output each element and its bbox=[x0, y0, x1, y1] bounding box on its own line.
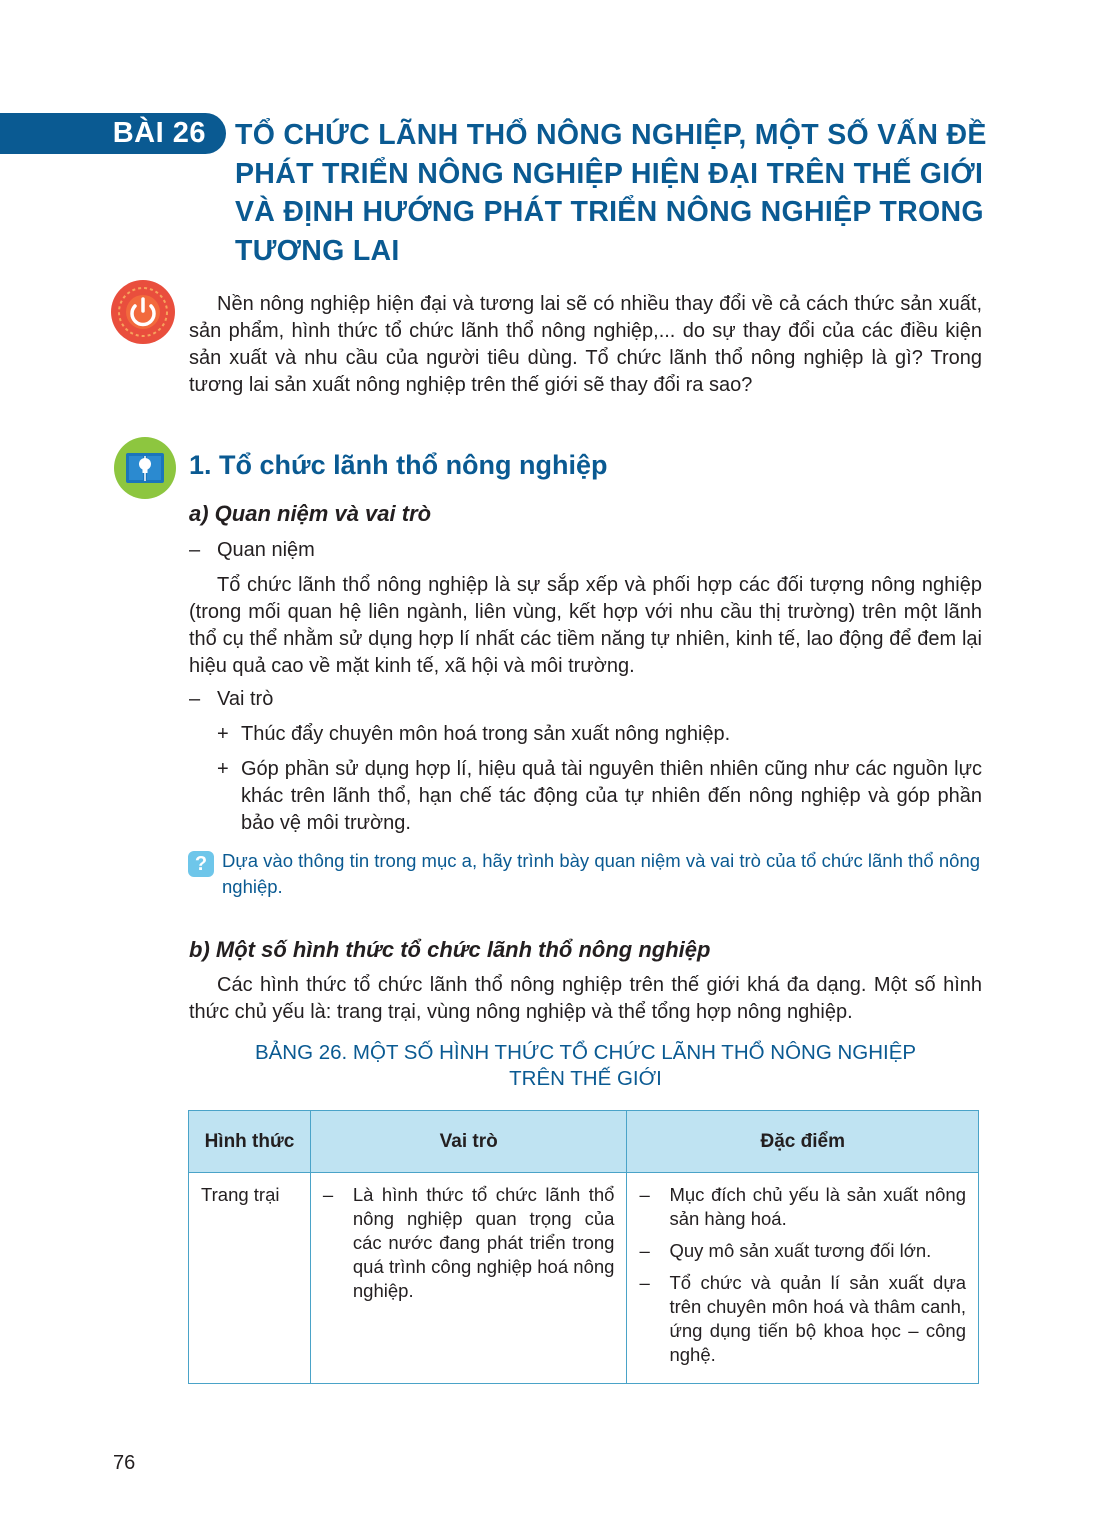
subheading-a: a) Quan niệm và vai trò bbox=[189, 501, 432, 526]
table-header-cell: Hình thức bbox=[189, 1111, 311, 1173]
table-header-cell: Đặc điểm bbox=[627, 1111, 979, 1173]
table-caption: BẢNG 26. MỘT SỐ HÌNH THỨC TỔ CHỨC LÃNH THỔ NÔNG NGHIỆP TRÊN THẾ GIỚI bbox=[254, 1041, 917, 1090]
table-list-item: – Là hình thức tổ chức lãnh thổ nông nghiệp quan trọng của các nước đang phát triển trong quá trình công nghiệp hoá nông nghiệp. bbox=[322, 1184, 615, 1301]
table-row bbox=[189, 1173, 979, 1384]
concept-label: Quan niệm bbox=[217, 539, 315, 561]
lesson-number: BÀI 26 bbox=[112, 117, 206, 149]
role-label-line bbox=[189, 686, 273, 713]
role-item: + Thúc đẩy chuyên môn hoá trong sản xuất nông nghiệp. bbox=[217, 723, 731, 745]
agriculture-forms-table bbox=[188, 1110, 979, 1384]
table-cell-features bbox=[627, 1173, 979, 1384]
section-heading: 1. Tổ chức lãnh thổ nông nghiệp bbox=[189, 450, 608, 480]
forms-paragraph: Các hình thức tổ chức lãnh thổ nông nghiệp trên thế giới khá đa dạng. Một số hình thức chủ yếu là: trang trại, vùng nông nghiệp và thể tổng hợp nông nghiệp. bbox=[189, 974, 982, 1023]
intro-paragraph: Nền nông nghiệp hiện đại và tương lai sẽ có nhiều thay đổi về cả cách thức sản xuất, sản phẩm, hình thức tổ chức lãnh thổ nông nghiệp,... do sự thay đổi của các điều kiện sản xuất và nhu cầu của người tiêu dùng. Tổ chức lãnh thổ nông nghiệp là gì? Trong tương lai sản xuất nông nghiệp trên thế giới sẽ thay đổi ra sao? bbox=[189, 293, 982, 396]
table-cell-form: Trang trại bbox=[189, 1173, 311, 1384]
table-list-item: – Mục đích chủ yếu là sản xuất nông sản hàng hoá. bbox=[639, 1184, 966, 1229]
question-icon: ? bbox=[188, 851, 214, 877]
table-cell-roles bbox=[310, 1173, 627, 1384]
power-icon bbox=[111, 280, 175, 344]
question-text: Dựa vào thông tin trong mục a, hãy trình bày quan niệm và vai trò của tổ chức lãnh thổ nông nghiệp. bbox=[222, 850, 981, 897]
book-lightbulb-icon bbox=[114, 437, 176, 499]
concept-label-line bbox=[189, 537, 315, 564]
table-header-row bbox=[189, 1111, 979, 1173]
table-list-item: – Quy mô sản xuất tương đối lớn. bbox=[639, 1240, 932, 1261]
role-item: + Góp phần sử dụng hợp lí, hiệu quả tài nguyên thiên nhiên cũng như các nguồn lực khác trên lãnh thổ, hạn chế tác động của tự nhiên đến nông nghiệp và góp phần bảo vệ môi trường. bbox=[217, 758, 982, 834]
page-number: 76 bbox=[113, 1452, 136, 1474]
subheading-b: b) Một số hình thức tổ chức lãnh thổ nông nghiệp bbox=[189, 937, 711, 962]
lesson-title: TỔ CHỨC LÃNH THỔ NÔNG NGHIỆP, MỘT SỐ VẤN ĐỀ PHÁT TRIỂN NÔNG NGHIỆP HIỆN ĐẠI TRÊN THẾ GIỚI VÀ ĐỊNH HƯỚNG PHÁT TRIỂN NÔNG NGHIỆP TRONG TƯƠNG LAI bbox=[235, 119, 987, 267]
table-list-item: – Tổ chức và quản lí sản xuất dựa trên chuyên môn hoá và thâm canh, ứng dụng tiến bộ khoa học – công nghệ. bbox=[639, 1272, 966, 1365]
dash-marker: – bbox=[189, 539, 201, 561]
role-label: Vai trò bbox=[217, 688, 274, 710]
dash-marker: – bbox=[189, 688, 201, 710]
table-header-cell: Vai trò bbox=[310, 1111, 627, 1173]
concept-paragraph: Tổ chức lãnh thổ nông nghiệp là sự sắp xếp và phối hợp các đối tượng nông nghiệp (trong mối quan hệ liên ngành, liên vùng, kết hợp với nhu cầu thị trường) trên một lãnh thổ cụ thể nhằm sử dụng hợp lí nhất các tiềm năng tự nhiên, kinh tế, lao động để đem lại hiệu quả cao về mặt kinh tế, xã hội và môi trường. bbox=[189, 574, 982, 677]
lesson-number-tab bbox=[0, 113, 226, 154]
